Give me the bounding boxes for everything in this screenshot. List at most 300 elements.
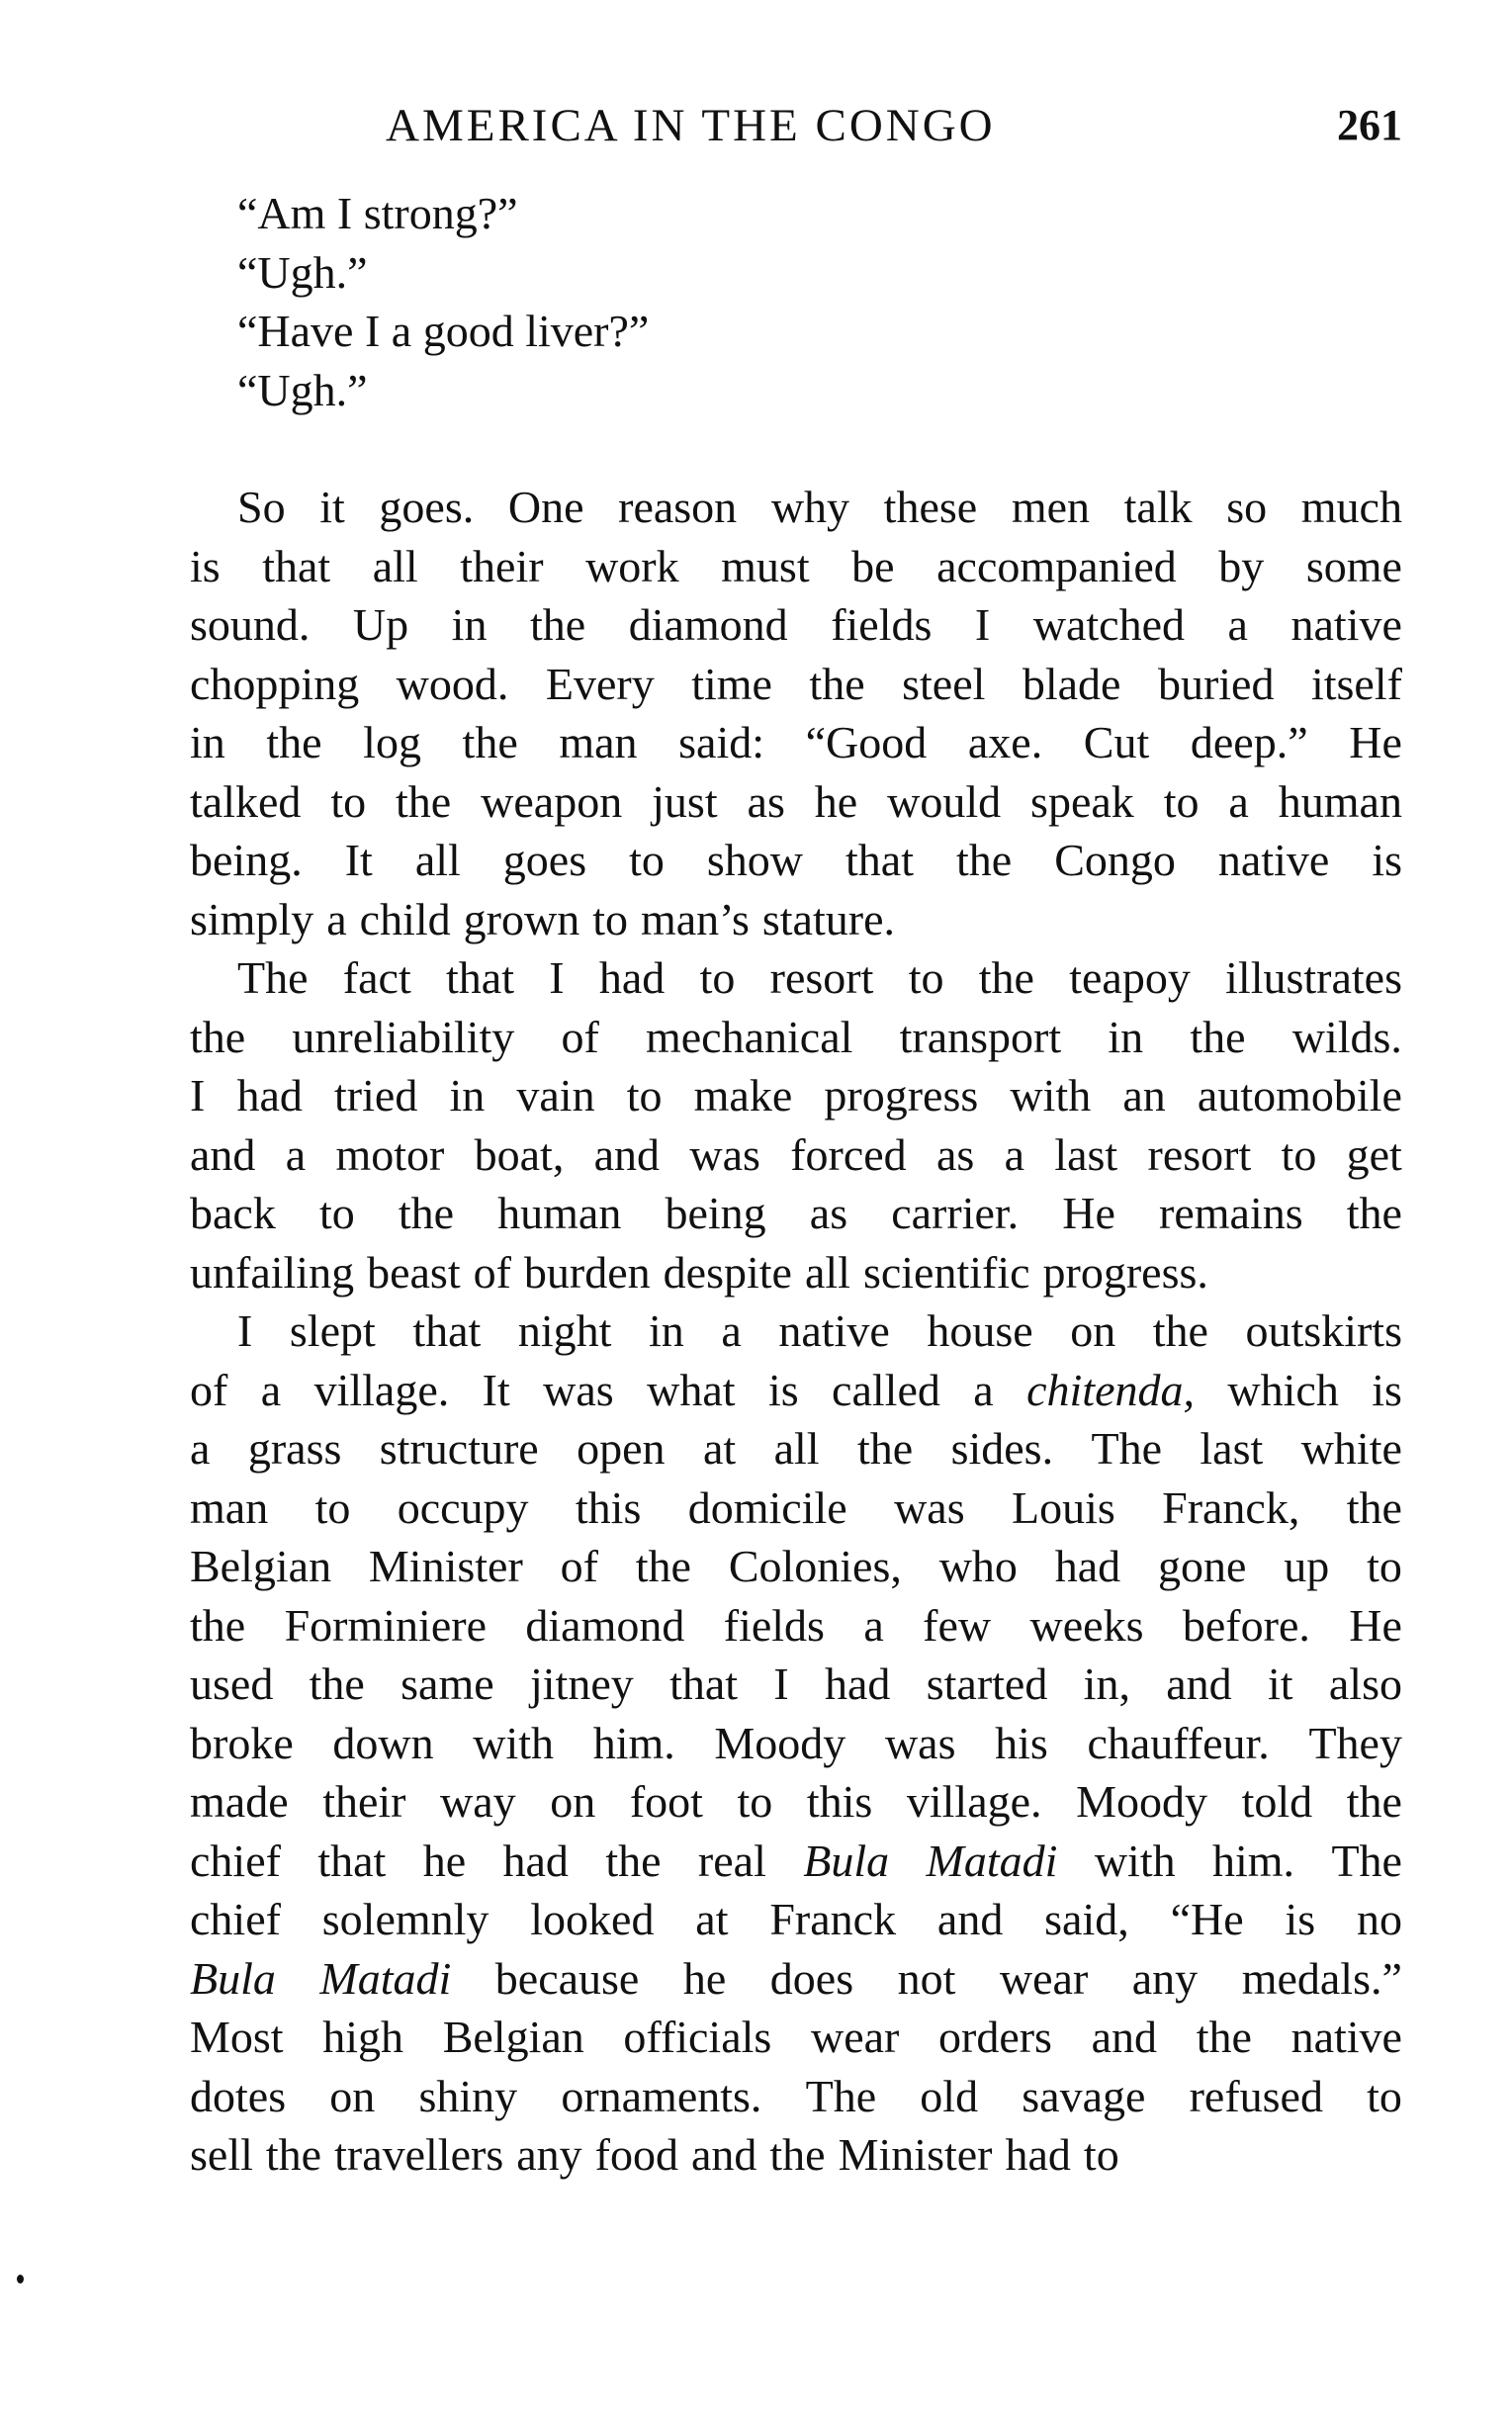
text-line [190, 1301, 1402, 1361]
word: the [190, 1599, 246, 1651]
word: it [1268, 1658, 1293, 1709]
word: and [1091, 2012, 1158, 2062]
word: the [396, 775, 452, 827]
text-line [190, 1478, 1402, 1538]
word: high [322, 2012, 404, 2062]
word: men [1011, 482, 1091, 532]
paragraph [190, 948, 1402, 1301]
word: weapon [481, 775, 623, 827]
word: It [344, 835, 373, 885]
word: mechanical [645, 1011, 853, 1062]
word: house [927, 1305, 1033, 1356]
word: as [809, 1188, 848, 1238]
word: and [690, 2129, 757, 2180]
word: “He [1170, 1894, 1244, 1944]
word: grass [247, 1423, 342, 1474]
word: on [550, 1776, 596, 1827]
word: in, [1083, 1658, 1130, 1709]
word: the [398, 1188, 455, 1238]
word: I [773, 1658, 789, 1709]
word: at [695, 1894, 729, 1944]
word: get [1346, 1128, 1402, 1180]
word: a [326, 893, 347, 944]
text-line [190, 595, 1402, 655]
word: would [887, 775, 1002, 827]
word: the [956, 835, 1013, 885]
text-line [190, 1890, 1402, 1949]
word: a [1227, 599, 1248, 650]
text-line [190, 1714, 1402, 1773]
word: to [1163, 775, 1200, 827]
word: burden [523, 1246, 651, 1298]
word: fields [831, 599, 933, 650]
text-line [190, 2008, 1402, 2067]
word: at [702, 1423, 737, 1474]
text-line [190, 478, 1402, 537]
word: man [190, 1481, 269, 1533]
word: The [805, 2070, 877, 2121]
text-line [190, 1361, 1402, 1420]
word: man’s [640, 893, 750, 944]
word: of [560, 1541, 598, 1591]
word: carrier. [891, 1188, 1020, 1238]
word: said, [1044, 1894, 1129, 1944]
text-line [190, 1008, 1402, 1067]
word: old [920, 2070, 979, 2121]
word: make [693, 1070, 793, 1120]
word: a [721, 1305, 742, 1356]
word: had [825, 1658, 891, 1709]
word: him. [1211, 1835, 1295, 1886]
word: he [682, 1952, 727, 2004]
word: The [237, 952, 309, 1003]
text-line [190, 1184, 1402, 1243]
word: foot [629, 1776, 703, 1827]
word: Minister [838, 2129, 993, 2180]
word: dotes [190, 2070, 287, 2121]
word: the [1346, 1481, 1402, 1533]
word: was [543, 1364, 614, 1415]
text-line [190, 1419, 1402, 1478]
word: looked [530, 1894, 655, 1944]
word: white [1300, 1423, 1402, 1474]
word: log [363, 717, 421, 767]
word: automobile [1197, 1070, 1402, 1120]
word: and [1166, 1658, 1232, 1709]
word: work [585, 540, 679, 591]
word: to [1281, 1128, 1317, 1180]
word: Moody [1076, 1776, 1208, 1827]
word: of [190, 1364, 228, 1415]
word: remains [1159, 1188, 1303, 1238]
word: not [897, 1952, 956, 2004]
word: steel [902, 658, 986, 709]
word: with [473, 1717, 555, 1768]
word: broke [190, 1717, 294, 1768]
word: deep.” [1190, 717, 1308, 767]
word: that [669, 1658, 739, 1709]
word: by [1218, 540, 1265, 591]
word: this [806, 1776, 873, 1827]
word: officials [623, 2012, 772, 2062]
word: their [322, 1776, 406, 1827]
running-head: AMERICA IN THE CONGO [386, 100, 996, 151]
text-line [190, 1243, 1402, 1302]
word: teapoy [1069, 952, 1191, 1003]
word: and [936, 1894, 1004, 1944]
word: real [697, 1835, 766, 1886]
word: occupy [397, 1481, 529, 1533]
word: in [649, 1305, 684, 1356]
word: that [412, 1305, 482, 1356]
word: slept [289, 1305, 376, 1356]
word: speak [1030, 775, 1134, 827]
word: his [995, 1717, 1048, 1768]
word: he [422, 1835, 467, 1886]
word: that [845, 835, 915, 885]
word: the [605, 1835, 662, 1886]
word: Moody [714, 1717, 846, 1768]
word: the [1152, 1305, 1208, 1356]
text-line [190, 2067, 1402, 2126]
word: solemnly [321, 1894, 489, 1944]
word: man [559, 717, 638, 767]
word: forced [790, 1128, 907, 1180]
page-header [190, 91, 1402, 160]
word: Matadi [319, 1952, 452, 2004]
word: goes [502, 835, 587, 885]
word: on [329, 2070, 376, 2121]
text-line [190, 537, 1402, 596]
word: talked [190, 775, 302, 827]
word: beast [367, 1246, 461, 1298]
word: sell [190, 2129, 253, 2180]
word: had [236, 1070, 303, 1120]
word: illustrates [1225, 952, 1402, 1003]
word: to [1367, 1541, 1402, 1591]
word: said: [678, 717, 765, 767]
word: as [747, 775, 785, 827]
word: Belgian [442, 2012, 584, 2062]
word: in [1108, 1011, 1144, 1062]
page-number: 261 [1337, 101, 1402, 149]
word: The [1331, 1835, 1402, 1886]
word: outskirts [1245, 1305, 1402, 1356]
word: goes. [379, 482, 475, 532]
word: Bula [803, 1835, 890, 1886]
word: to [1083, 2129, 1119, 2180]
word: and [593, 1128, 661, 1180]
word: a [973, 1364, 994, 1415]
word: unreliability [292, 1011, 515, 1062]
word: the [265, 2129, 322, 2180]
word: he [814, 775, 858, 827]
word: the [1196, 2012, 1252, 2062]
text-line [190, 2125, 1402, 2185]
word: being. [190, 835, 303, 885]
word: had [1005, 2129, 1071, 2180]
text-line [190, 1949, 1402, 2009]
word: village. [313, 1364, 450, 1415]
word: last [1200, 1423, 1264, 1474]
word: buried [1157, 658, 1275, 709]
word: refused [1189, 2070, 1323, 2121]
word: Up [352, 599, 409, 650]
word: The [1091, 1423, 1162, 1474]
word: itself [1310, 658, 1402, 709]
word: a [1228, 775, 1249, 827]
word: shiny [418, 2070, 518, 2121]
text-line [190, 772, 1402, 832]
word: boat, [474, 1128, 565, 1180]
word: to [737, 1776, 773, 1827]
word: is [1372, 835, 1402, 885]
text-line [190, 1125, 1402, 1185]
word: to [626, 1070, 663, 1120]
print-speck [17, 2275, 24, 2284]
word: with [1010, 1070, 1092, 1120]
text-line [190, 1066, 1402, 1125]
word: was [689, 1128, 760, 1180]
word: I [549, 952, 565, 1003]
word: diamond [525, 1599, 685, 1651]
word: all [372, 540, 418, 591]
word: to [629, 835, 665, 885]
word: way [440, 1776, 516, 1827]
word: which [1227, 1364, 1339, 1415]
word: the [1346, 1776, 1402, 1827]
word: Franck, [1162, 1481, 1300, 1533]
word: child [359, 893, 451, 944]
word: wear [810, 2012, 900, 2062]
word: domicile [687, 1481, 847, 1533]
word: last [1054, 1128, 1118, 1180]
word: I [237, 1305, 253, 1356]
word: food [594, 2129, 678, 2180]
word: Franck [769, 1894, 897, 1944]
word: the [462, 717, 518, 767]
word: all [773, 1423, 820, 1474]
word: grown [463, 893, 580, 944]
word: a [285, 1128, 307, 1180]
word: vain [516, 1070, 595, 1120]
word: wood. [396, 658, 509, 709]
word: blade [1022, 658, 1121, 709]
word: time [691, 658, 772, 709]
dialogue-line: “Ugh.” [237, 364, 368, 415]
word: a [1004, 1128, 1025, 1180]
word: the [309, 1658, 365, 1709]
word: chief [190, 1835, 281, 1886]
text-line [190, 1596, 1402, 1656]
word: to [330, 775, 367, 827]
word: structure [379, 1423, 539, 1474]
word: fields [723, 1599, 825, 1651]
word: wilds. [1291, 1011, 1402, 1062]
word: savage [1022, 2070, 1146, 2121]
word: weeks [1029, 1599, 1144, 1651]
word: the [266, 717, 322, 767]
word: I [974, 599, 991, 650]
word: the [1190, 1011, 1246, 1062]
word: ornaments. [561, 2070, 762, 2121]
word: few [923, 1599, 992, 1651]
word: must [721, 540, 810, 591]
paragraphs [190, 478, 1402, 2185]
word: night [517, 1305, 612, 1356]
text-line [190, 1832, 1402, 1891]
word: why [770, 482, 850, 532]
word: medals.” [1241, 1952, 1402, 2004]
word: village. [906, 1776, 1042, 1827]
word: the [190, 1011, 246, 1062]
word: reason [618, 482, 738, 532]
word: him. [592, 1717, 675, 1768]
word: chopping [190, 658, 360, 709]
word: it [319, 482, 345, 532]
word: of [561, 1011, 599, 1062]
word: had [502, 1835, 569, 1886]
word: resort [1147, 1128, 1252, 1180]
word: wear [999, 1952, 1089, 2004]
word: that [317, 1835, 387, 1886]
word: all [414, 835, 461, 885]
word: progress. [1042, 1246, 1208, 1298]
word: as [935, 1128, 975, 1180]
word: show [706, 835, 804, 885]
word: on [1070, 1305, 1116, 1356]
word: chauffeur. [1087, 1717, 1270, 1768]
word: was [894, 1481, 965, 1533]
word: so [1226, 482, 1268, 532]
word: this [575, 1481, 642, 1533]
word: Forminiere [284, 1599, 487, 1651]
word: back [190, 1188, 276, 1238]
word: had [598, 952, 666, 1003]
word: was [884, 1717, 956, 1768]
word: despite [663, 1246, 792, 1298]
word: resort [769, 952, 874, 1003]
word: He [1062, 1188, 1115, 1238]
word: just [652, 775, 718, 827]
word: the [529, 599, 586, 650]
word: their [460, 540, 544, 591]
word: sound. [190, 599, 311, 650]
word: Minister [368, 1541, 523, 1591]
word: I [190, 1070, 206, 1120]
word: gone [1158, 1541, 1247, 1591]
word: is [190, 540, 221, 591]
dialogue-line: “Have I a good liver?” [237, 306, 650, 356]
word: the [1346, 1188, 1402, 1238]
word: accompanied [936, 540, 1177, 591]
word: stature. [761, 893, 895, 944]
word: He [1349, 1599, 1402, 1651]
word: Colonies, [728, 1541, 902, 1591]
word: jitney [529, 1658, 634, 1709]
word: in [190, 717, 225, 767]
word: human [1278, 775, 1402, 827]
dialogue-line: “Ugh.” [237, 246, 368, 298]
word: tried [334, 1070, 418, 1120]
word: orders [938, 2012, 1052, 2062]
text-line [190, 1537, 1402, 1596]
word: being [665, 1188, 766, 1238]
word: chief [190, 1894, 281, 1944]
word: who [938, 1541, 1018, 1591]
word: transport [899, 1011, 1062, 1062]
text-line [190, 890, 1402, 949]
word: had [1054, 1541, 1121, 1591]
word: to [592, 893, 628, 944]
word: in [451, 599, 488, 650]
word: They [1308, 1717, 1402, 1768]
word: in [449, 1070, 486, 1120]
word: these [883, 482, 978, 532]
word: native [1290, 599, 1402, 650]
word: a [190, 1423, 211, 1474]
word: the [856, 1423, 914, 1474]
word: It [482, 1364, 510, 1415]
text-line [190, 713, 1402, 772]
word: to [318, 1188, 355, 1238]
word: a [863, 1599, 884, 1651]
word: Louis [1011, 1481, 1115, 1533]
word: One [507, 482, 584, 532]
word: the [635, 1541, 691, 1591]
word: is [1285, 1894, 1316, 1944]
word: and [190, 1128, 256, 1180]
word: talk [1123, 482, 1193, 532]
word: a [260, 1364, 282, 1415]
word: that [446, 952, 514, 1003]
word: an [1122, 1070, 1166, 1120]
word: Cut [1083, 717, 1150, 767]
word: progress [824, 1070, 979, 1120]
word: to [699, 952, 736, 1003]
paragraph [190, 478, 1402, 948]
word: open [577, 1423, 666, 1474]
word: used [190, 1658, 274, 1709]
word: native [1290, 2012, 1402, 2062]
word: Belgian [190, 1541, 332, 1591]
word: all [804, 1246, 850, 1298]
word: He [1349, 717, 1402, 767]
word: simply [190, 893, 314, 944]
word: is [1372, 1364, 1402, 1415]
word: Most [190, 2012, 284, 2062]
word: axe. [967, 717, 1043, 767]
word: Congo [1054, 835, 1176, 885]
word: because [494, 1952, 640, 2004]
text-line [190, 948, 1402, 1008]
word: before. [1182, 1599, 1310, 1651]
word: any [516, 2129, 582, 2180]
word: “Good [805, 717, 928, 767]
word: what [647, 1364, 736, 1415]
word: down [332, 1717, 434, 1768]
word: is [767, 1364, 799, 1415]
word: sides. [950, 1423, 1054, 1474]
word: told [1241, 1776, 1313, 1827]
body-text [190, 184, 1402, 2185]
word: made [190, 1776, 289, 1827]
word: scientific [862, 1246, 1030, 1298]
word: human [497, 1188, 622, 1238]
word: unfailing [190, 1246, 355, 1298]
word: called [832, 1364, 940, 1415]
word: some [1305, 540, 1402, 591]
